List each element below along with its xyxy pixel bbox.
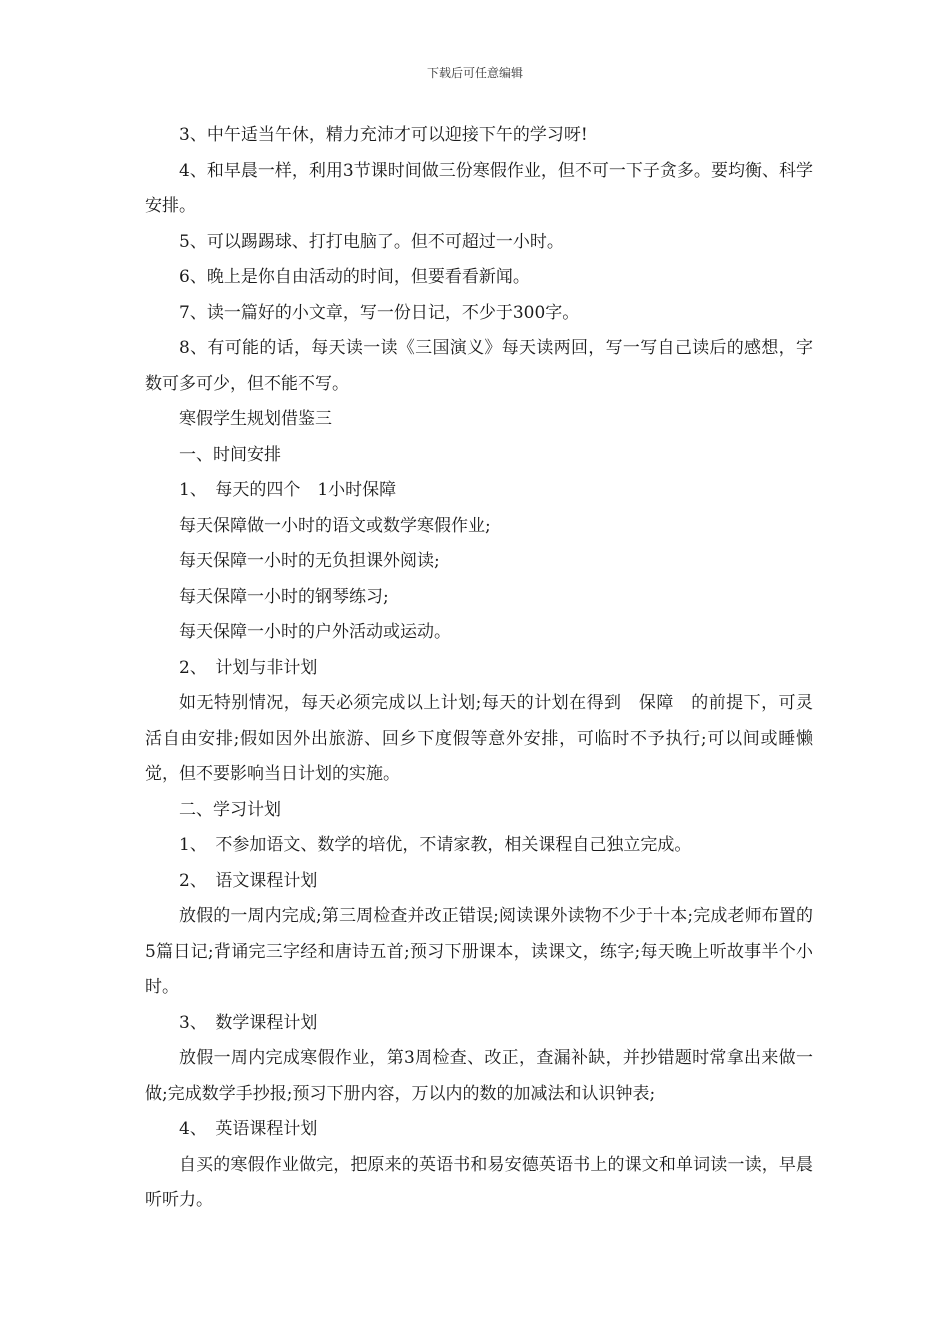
section-title: 寒假学生规划借鉴三 bbox=[179, 409, 332, 429]
document-body bbox=[145, 118, 813, 1219]
paragraph: 放假一周内完成寒假作业，第3周检查、改正，查漏补缺，并抄错题时常拿出来做一做;完成数学手抄报;预习下册内容，万以内的数的加减法和认识钟表; bbox=[145, 1048, 813, 1104]
paragraph: 每天保障做一小时的语文或数学寒假作业; bbox=[179, 515, 491, 536]
paragraph: 5、可以踢踢球、打打电脑了。但不可超过一小时。 bbox=[179, 231, 564, 252]
paragraph: 放假的一周内完成;第三周检查并改正错误;阅读课外读物不少于十本;完成老师布置的5篇日记;背诵完三字经和唐诗五首;预习下册课本，读课文，练字;每天晚上听故事半个小时。 bbox=[145, 906, 813, 997]
subheading: 3、 数学课程计划 bbox=[179, 1012, 318, 1033]
subheading: 2、 语文课程计划 bbox=[179, 870, 318, 891]
paragraph: 如无特别情况，每天必须完成以上计划;每天的计划在得到 保障 的前提下，可灵活自由安排;假如因外出旅游、回乡下度假等意外安排，可临时不予执行;可以间或睡懒觉，但不要影响当日计划的实施。 bbox=[145, 693, 813, 784]
paragraph: 每天保障一小时的钢琴练习; bbox=[179, 586, 389, 607]
subheading: 2、 计划与非计划 bbox=[179, 657, 318, 678]
paragraph: 8、有可能的话，每天读一读《三国演义》每天读两回，写一写自己读后的感想，字数可多可少，但不能不写。 bbox=[145, 338, 813, 394]
paragraph: 每天保障一小时的户外活动或运动。 bbox=[179, 622, 451, 642]
section-heading: 一、时间安排 bbox=[179, 444, 281, 465]
section-heading: 二、学习计划 bbox=[179, 799, 281, 820]
page-header: 下载后可任意编辑 bbox=[426, 66, 523, 80]
paragraph: 3、中午适当午休，精力充沛才可以迎接下午的学习呀! bbox=[179, 125, 588, 145]
paragraph: 6、晚上是你自由活动的时间，但要看看新闻。 bbox=[179, 267, 530, 287]
subheading: 1、 每天的四个 1小时保障 bbox=[179, 480, 397, 500]
paragraph: 每天保障一小时的无负担课外阅读; bbox=[179, 551, 440, 571]
subheading: 4、 英语课程计划 bbox=[179, 1119, 318, 1139]
subheading: 1、 不参加语文、数学的培优，不请家教，相关课程自己独立完成。 bbox=[179, 835, 692, 855]
paragraph: 自买的寒假作业做完，把原来的英语书和易安德英语书上的课文和单词读一读，早晨听听力。 bbox=[145, 1154, 813, 1210]
paragraph: 7、读一篇好的小文章，写一份日记，不少于300字。 bbox=[179, 302, 580, 323]
paragraph: 4、和早晨一样，利用3节课时间做三份寒假作业，但不可一下子贪多。要均衡、科学安排。 bbox=[145, 160, 813, 216]
